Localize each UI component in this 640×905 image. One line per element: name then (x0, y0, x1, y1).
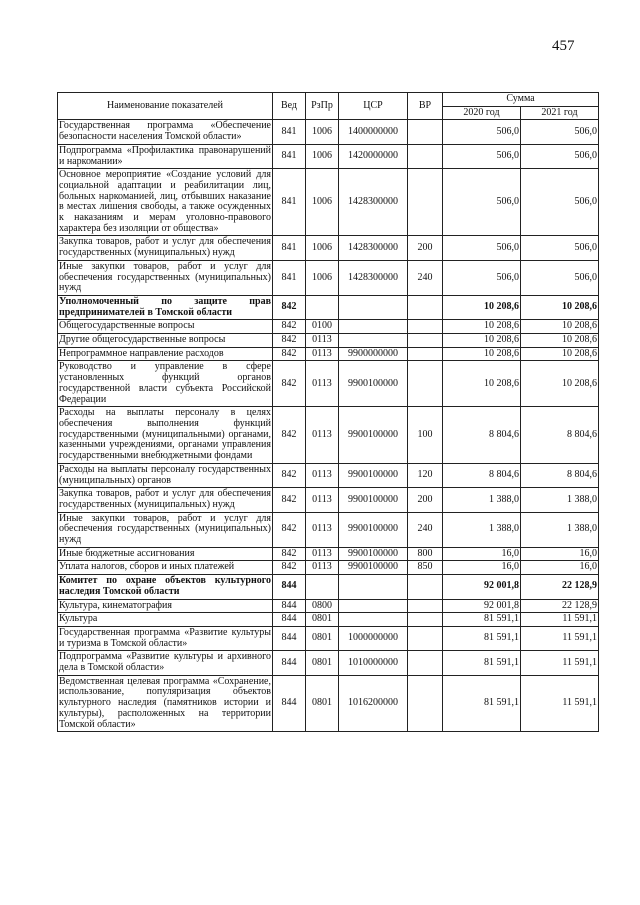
row-csr: 9900100000 (339, 488, 408, 512)
row-sum-2021: 8 804,6 (521, 407, 599, 464)
row-csr: 9900100000 (339, 547, 408, 561)
row-rzpr: 1006 (306, 120, 339, 144)
row-name: Другие общегосударственные вопросы (58, 334, 273, 348)
row-vr: 120 (408, 463, 443, 487)
row-ved: 841 (273, 260, 306, 295)
table-row (58, 651, 599, 675)
table-row (58, 613, 599, 627)
row-rzpr: 0801 (306, 613, 339, 627)
table-row (58, 361, 599, 407)
row-sum-2021: 506,0 (521, 120, 599, 144)
row-ved: 844 (273, 675, 306, 732)
row-name: Иные закупки товаров, работ и услуг для обеспечения государственных (муниципальных) нужд (58, 512, 273, 547)
row-sum-2020: 81 591,1 (443, 675, 521, 732)
table-row (58, 488, 599, 512)
row-sum-2020: 8 804,6 (443, 463, 521, 487)
table-row (58, 169, 599, 236)
row-sum-2020: 8 804,6 (443, 407, 521, 464)
row-rzpr: 0113 (306, 463, 339, 487)
table-row (58, 575, 599, 599)
row-sum-2021: 22 128,9 (521, 599, 599, 613)
row-csr (339, 575, 408, 599)
table-body (58, 120, 599, 732)
row-sum-2020: 81 591,1 (443, 651, 521, 675)
row-rzpr: 0113 (306, 512, 339, 547)
row-sum-2020: 506,0 (443, 144, 521, 168)
row-csr: 9900100000 (339, 463, 408, 487)
budget-table (57, 92, 599, 732)
row-vr: 800 (408, 547, 443, 561)
row-rzpr: 0801 (306, 675, 339, 732)
row-rzpr: 1006 (306, 169, 339, 236)
row-rzpr: 0113 (306, 407, 339, 464)
row-ved: 841 (273, 144, 306, 168)
table-row (58, 334, 599, 348)
row-csr: 1420000000 (339, 144, 408, 168)
row-rzpr: 1006 (306, 144, 339, 168)
table-row (58, 347, 599, 361)
row-ved: 842 (273, 561, 306, 575)
row-sum-2020: 10 208,6 (443, 347, 521, 361)
row-vr (408, 334, 443, 348)
header-name: Наименование показателей (58, 93, 273, 120)
table-row (58, 626, 599, 650)
row-ved: 842 (273, 488, 306, 512)
row-rzpr: 0113 (306, 347, 339, 361)
row-rzpr: 1006 (306, 236, 339, 260)
row-sum-2021: 506,0 (521, 260, 599, 295)
row-ved: 841 (273, 169, 306, 236)
row-name: Расходы на выплаты персоналу в целях обеспечения выполнения функций государственными (муниципальными) органами, казенными учреждениями, органами управления государственными внебюджетными фондами (58, 407, 273, 464)
row-name: Уполномоченный по защите прав предпринимателей в Томской области (58, 295, 273, 319)
table-row (58, 599, 599, 613)
table-row (58, 561, 599, 575)
row-csr: 9900100000 (339, 561, 408, 575)
table-row (58, 512, 599, 547)
row-sum-2020: 1 388,0 (443, 512, 521, 547)
row-name: Подпрограмма «Развитие культуры и архивного дела в Томской области» (58, 651, 273, 675)
row-name: Иные закупки товаров, работ и услуг для обеспечения государственных (муниципальных) нужд (58, 260, 273, 295)
row-vr (408, 347, 443, 361)
row-sum-2020: 506,0 (443, 236, 521, 260)
row-ved: 842 (273, 347, 306, 361)
row-name: Основное мероприятие «Создание условий для социальной адаптации и реабилитации лиц, больных наркоманией, лиц, отбывших наказание в местах лишения свободы, а также осужденных к наказаниям и мерам уголовно-правового характера без изоляции от общества» (58, 169, 273, 236)
row-csr: 9900100000 (339, 361, 408, 407)
row-sum-2021: 10 208,6 (521, 320, 599, 334)
row-ved: 842 (273, 512, 306, 547)
row-name: Руководство и управление в сфере установленных функций органов государственной власти субъекта Российской Федерации (58, 361, 273, 407)
row-vr: 100 (408, 407, 443, 464)
row-rzpr (306, 575, 339, 599)
row-vr: 200 (408, 488, 443, 512)
row-rzpr: 0113 (306, 561, 339, 575)
row-sum-2021: 11 591,1 (521, 613, 599, 627)
row-sum-2021: 11 591,1 (521, 626, 599, 650)
row-sum-2021: 11 591,1 (521, 675, 599, 732)
table-row (58, 260, 599, 295)
row-ved: 842 (273, 361, 306, 407)
row-ved: 841 (273, 120, 306, 144)
row-csr: 9900100000 (339, 407, 408, 464)
row-name: Уплата налогов, сборов и иных платежей (58, 561, 273, 575)
row-vr (408, 675, 443, 732)
row-sum-2020: 10 208,6 (443, 320, 521, 334)
row-vr (408, 613, 443, 627)
row-sum-2021: 10 208,6 (521, 347, 599, 361)
row-sum-2021: 16,0 (521, 561, 599, 575)
table-row (58, 407, 599, 464)
row-sum-2021: 10 208,6 (521, 361, 599, 407)
table-row (58, 120, 599, 144)
page-number: 457 (552, 38, 575, 54)
row-csr: 1010000000 (339, 651, 408, 675)
row-rzpr (306, 295, 339, 319)
row-vr: 850 (408, 561, 443, 575)
table-row (58, 463, 599, 487)
table-row (58, 144, 599, 168)
row-name: Комитет по охране объектов культурного наследия Томской области (58, 575, 273, 599)
row-sum-2021: 506,0 (521, 236, 599, 260)
row-ved: 842 (273, 295, 306, 319)
row-name: Ведомственная целевая программа «Сохранение, использование, популяризация объектов культурного наследия (памятников истории и культуры), расположенных на территории Томской области» (58, 675, 273, 732)
row-sum-2021: 10 208,6 (521, 334, 599, 348)
row-ved: 841 (273, 236, 306, 260)
row-csr: 1428300000 (339, 236, 408, 260)
row-name: Подпрограмма «Профилактика правонарушений и наркомании» (58, 144, 273, 168)
row-vr (408, 361, 443, 407)
row-name: Государственная программа «Развитие культуры и туризма в Томской области» (58, 626, 273, 650)
row-ved: 844 (273, 613, 306, 627)
header-2021: 2021 год (521, 106, 599, 120)
row-name: Расходы на выплаты персоналу государственных (муниципальных) органов (58, 463, 273, 487)
row-rzpr: 0801 (306, 626, 339, 650)
row-sum-2021: 22 128,9 (521, 575, 599, 599)
header-csr: ЦСР (339, 93, 408, 120)
row-csr: 1400000000 (339, 120, 408, 144)
row-csr (339, 320, 408, 334)
row-name: Государственная программа «Обеспечение безопасности населения Томской области» (58, 120, 273, 144)
row-csr: 9900000000 (339, 347, 408, 361)
row-sum-2020: 16,0 (443, 547, 521, 561)
row-vr (408, 575, 443, 599)
row-csr (339, 334, 408, 348)
row-ved: 842 (273, 407, 306, 464)
row-sum-2020: 10 208,6 (443, 361, 521, 407)
row-vr (408, 169, 443, 236)
row-ved: 844 (273, 651, 306, 675)
table-row (58, 675, 599, 732)
row-name: Непрограммное направление расходов (58, 347, 273, 361)
row-sum-2021: 506,0 (521, 144, 599, 168)
row-rzpr: 0801 (306, 651, 339, 675)
row-csr (339, 295, 408, 319)
row-ved: 844 (273, 599, 306, 613)
row-sum-2020: 1 388,0 (443, 488, 521, 512)
header-row (58, 93, 599, 107)
row-sum-2020: 92 001,8 (443, 575, 521, 599)
row-csr (339, 599, 408, 613)
row-vr (408, 144, 443, 168)
row-vr: 240 (408, 260, 443, 295)
row-sum-2020: 10 208,6 (443, 334, 521, 348)
header-2020: 2020 год (443, 106, 521, 120)
row-csr: 1428300000 (339, 169, 408, 236)
row-sum-2020: 506,0 (443, 169, 521, 236)
row-rzpr: 0800 (306, 599, 339, 613)
row-sum-2021: 1 388,0 (521, 488, 599, 512)
row-name: Закупка товаров, работ и услуг для обеспечения государственных (муниципальных) нужд (58, 236, 273, 260)
table-row (58, 547, 599, 561)
row-csr: 1428300000 (339, 260, 408, 295)
row-sum-2021: 16,0 (521, 547, 599, 561)
row-vr (408, 599, 443, 613)
row-vr (408, 626, 443, 650)
row-sum-2020: 92 001,8 (443, 599, 521, 613)
header-ved: Вед (273, 93, 306, 120)
table-row (58, 295, 599, 319)
row-sum-2020: 10 208,6 (443, 295, 521, 319)
row-sum-2020: 506,0 (443, 120, 521, 144)
row-vr (408, 651, 443, 675)
row-ved: 844 (273, 575, 306, 599)
row-name: Общегосударственные вопросы (58, 320, 273, 334)
row-name: Культура (58, 613, 273, 627)
row-rzpr: 0113 (306, 547, 339, 561)
table-row (58, 320, 599, 334)
row-name: Культура, кинематография (58, 599, 273, 613)
header-vr: ВР (408, 93, 443, 120)
row-name: Закупка товаров, работ и услуг для обеспечения государственных (муниципальных) нужд (58, 488, 273, 512)
row-sum-2020: 81 591,1 (443, 626, 521, 650)
row-vr (408, 295, 443, 319)
row-csr: 9900100000 (339, 512, 408, 547)
row-sum-2020: 81 591,1 (443, 613, 521, 627)
row-sum-2021: 11 591,1 (521, 651, 599, 675)
row-name: Иные бюджетные ассигнования (58, 547, 273, 561)
table-row (58, 236, 599, 260)
row-sum-2021: 506,0 (521, 169, 599, 236)
row-ved: 844 (273, 626, 306, 650)
row-sum-2021: 8 804,6 (521, 463, 599, 487)
row-ved: 842 (273, 320, 306, 334)
row-ved: 842 (273, 463, 306, 487)
row-sum-2020: 506,0 (443, 260, 521, 295)
row-vr: 200 (408, 236, 443, 260)
row-csr (339, 613, 408, 627)
row-rzpr: 0113 (306, 488, 339, 512)
row-rzpr: 1006 (306, 260, 339, 295)
row-ved: 842 (273, 547, 306, 561)
header-rzpr: РзПр (306, 93, 339, 120)
row-vr: 240 (408, 512, 443, 547)
row-sum-2021: 10 208,6 (521, 295, 599, 319)
row-ved: 842 (273, 334, 306, 348)
row-vr (408, 320, 443, 334)
row-sum-2021: 1 388,0 (521, 512, 599, 547)
row-rzpr: 0113 (306, 361, 339, 407)
row-csr: 1000000000 (339, 626, 408, 650)
row-rzpr: 0113 (306, 334, 339, 348)
row-rzpr: 0100 (306, 320, 339, 334)
header-sum: Сумма (443, 93, 599, 107)
row-vr (408, 120, 443, 144)
row-csr: 1016200000 (339, 675, 408, 732)
row-sum-2020: 16,0 (443, 561, 521, 575)
